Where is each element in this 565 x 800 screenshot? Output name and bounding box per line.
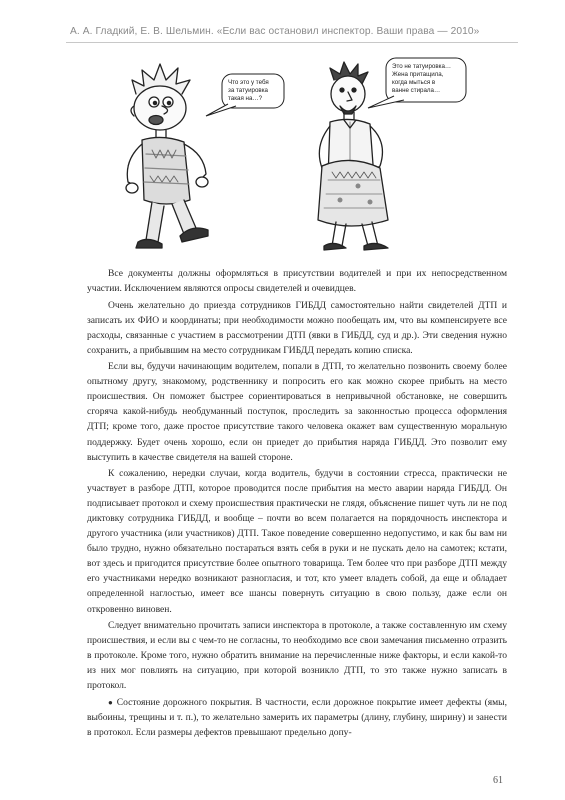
header-rule — [66, 42, 518, 43]
right-bubble-line-2: Жена притащила, — [392, 71, 444, 78]
bullet-text: Состояние дорожного покрытия. В частности, если дорожное покрытие имеет дефекты (ямы, выбоины, трещины и т. п.), то желательно замерить их параметры (длину, глубину, ширину) и занести в протокол. Если размеры дефектов превышают предельно допу- — [87, 696, 507, 738]
right-bubble-line-3: когда мыться в — [392, 79, 436, 86]
right-bubble-line-1: Это не татуировка… — [392, 63, 452, 70]
bullet-paragraph — [87, 695, 507, 740]
body-text — [87, 266, 507, 740]
right-character — [318, 62, 388, 250]
bullet-icon: ● — [108, 697, 114, 707]
left-bubble-line-3: такая на…? — [228, 95, 263, 102]
paragraph: Очень желательно до приезда сотрудников ГИБДД самостоятельно найти свидетелей ДТП и записать их ФИО и координаты; при необходимости можно пообещать им, что вы компенсируете все расходы, связанные с участием в рассмотрении ДТП (явки в ГИБДД, суд и др.). Эти сведения нужно сохранить, а прибывшим на место сотрудникам ГИБДД передать копию списка. — [87, 299, 507, 356]
page-number: 61 — [493, 775, 503, 786]
paragraph: Если вы, будучи начинающим водителем, попали в ДТП, то желательно позвонить своему более опытному другу, знакомому, родственнику и попросить его как можно скорее прибыть на место происшествия. Он поможет быстрее сориентироваться в непривычной обстановке, не совершить сгоряча какой-нибудь необдуманный поступок, проследить за законностью процесса оформления ДТП; кроме того, даже простое присутствие такого человека окажет вам существенную моральную поддержку. Будет очень хорошо, если он приедет до прибытия наряда ГИБДД. Это позволит ему выступить в качестве свидетеля на вашей стороне. — [87, 361, 507, 463]
running-header: А. А. Гладкий, Е. В. Шельмин. «Если вас остановил инспектор. Ваши права — 2010» — [70, 26, 480, 37]
right-speech-bubble — [368, 58, 466, 108]
right-bubble-line-4: ванне стирала… — [392, 87, 441, 94]
left-bubble-line-2: за татуировка — [228, 87, 268, 94]
paragraph: К сожалению, нередки случаи, когда водитель, будучи в состоянии стресса, практически не участвует в разборе ДТП, которое проводится после прибытия на место аварии наряда ГИБДД. Он подписывает протокол и схему происшествия практически не глядя, объяснение пишет чуть ли не под диктовку сотрудника ГИБДД, и вообще – почти во всем полагается на порядочность инспектора и другого участника (или участников) ДТП. Такое поведение совершенно недопустимо, и как бы вам ни было трудно, нужно обязательно постараться взять себя в руки и не пускать дело на самотек; кстати, вот здесь и пригодится присутствие более опытного товарища. Тем более что при разборе ДТП между его участниками нередко возникают разногласия, и тот, кто умеет владеть собой, да еще и обладает определенной наглостью, имеет все шансы повернуть ситуацию в свою пользу, даже если он откровенно виновен. — [87, 468, 507, 615]
paragraph: Следует внимательно прочитать записи инспектора в протоколе, а также составленную им схему происшествия, и если вы с чем-то не согласны, то необходимо все свои замечания письменно отразить в протоколе. Кроме того, нужно обратить внимание на перечисленные ниже факторы, и если какой-то из них мог повлиять на ситуацию, при которой возникло ДТП, то это также нужно записать в протокол. — [87, 620, 507, 692]
left-bubble-line-1: Что это у тебя — [228, 79, 269, 86]
left-character — [126, 64, 208, 248]
cartoon-illustration — [118, 50, 478, 260]
left-speech-bubble — [206, 74, 284, 116]
paragraph: Все документы должны оформляться в присутствии водителей и при их непосредственном участии. Исключением являются опросы свидетелей и очевидцев. — [87, 268, 507, 295]
